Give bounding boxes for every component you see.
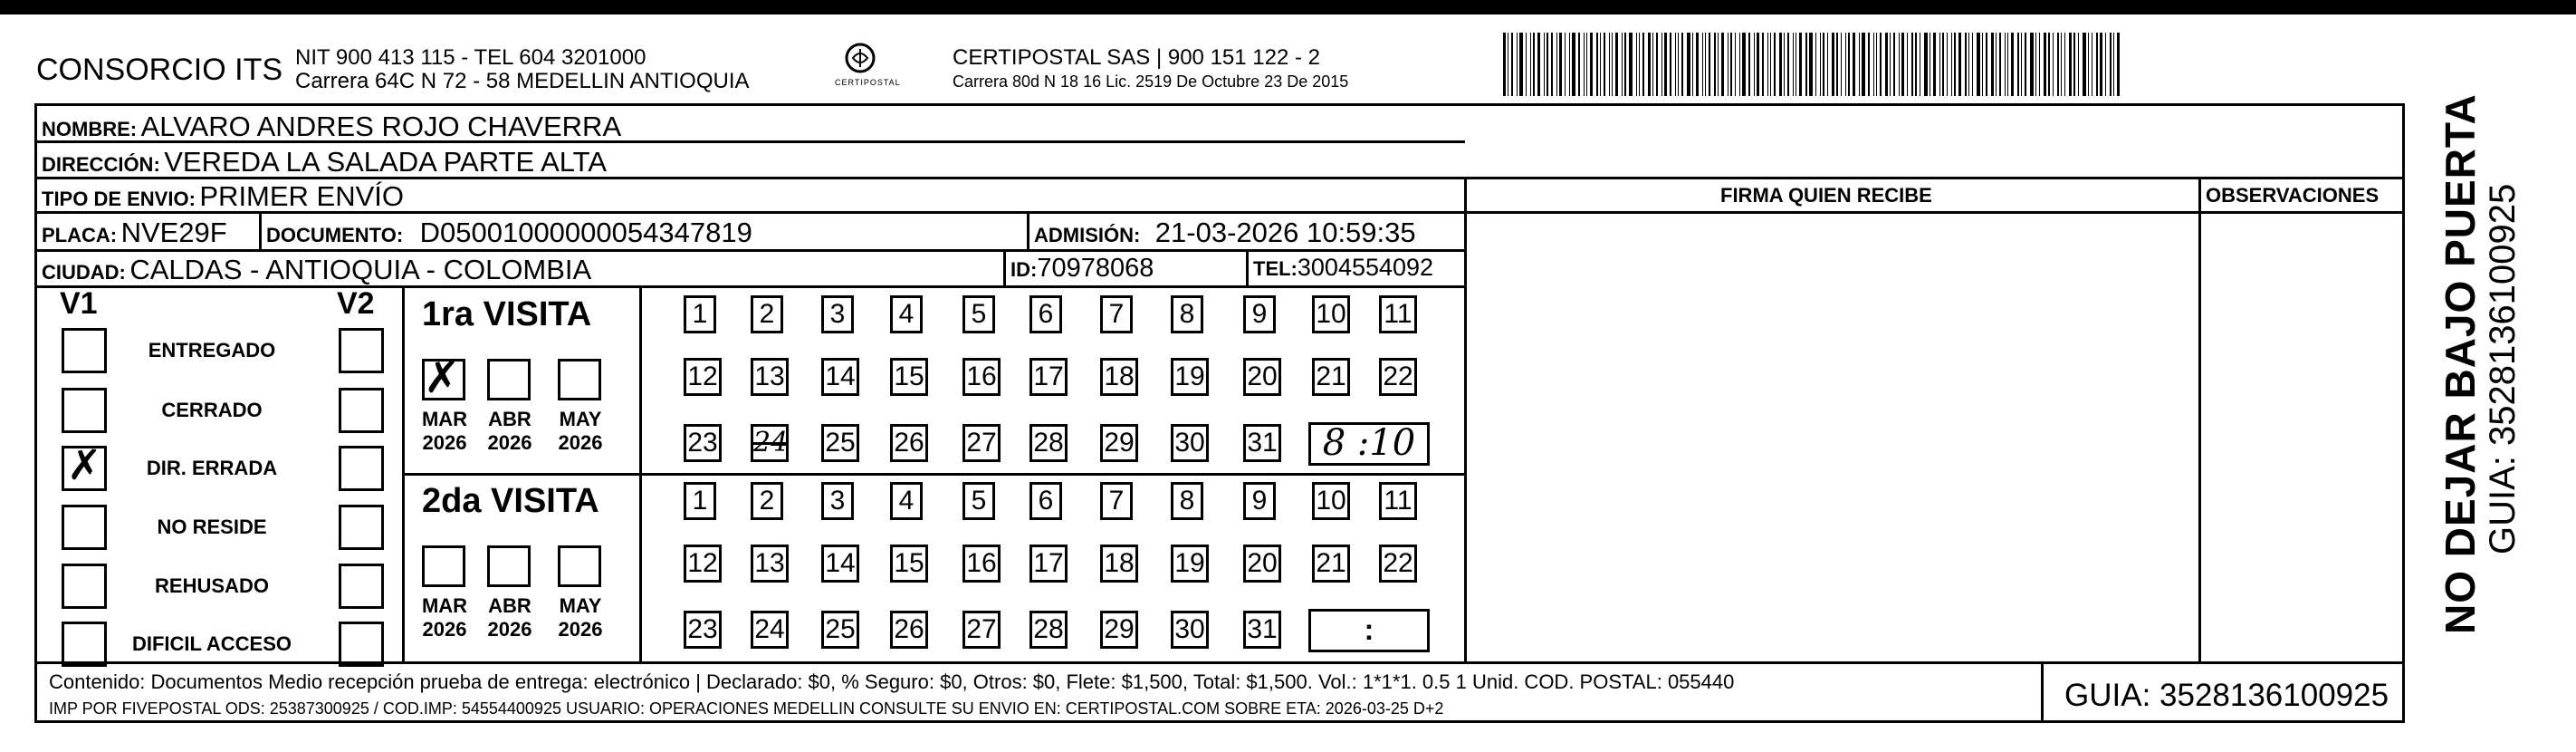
day-box-11[interactable]: 11 bbox=[1379, 482, 1417, 520]
day-box-12[interactable]: 12 bbox=[684, 358, 722, 396]
barcode-bar bbox=[1664, 33, 1667, 96]
documento bbox=[266, 217, 752, 249]
barcode-bar bbox=[1687, 33, 1690, 96]
barcode-bar bbox=[1530, 33, 1531, 96]
barcode-bar bbox=[1757, 33, 1759, 96]
barcode-bar bbox=[1526, 33, 1527, 96]
barcode-bar bbox=[1996, 33, 1997, 96]
day-box-19[interactable]: 19 bbox=[1171, 545, 1209, 583]
barcode-bar bbox=[1544, 33, 1545, 96]
barcode-bar bbox=[1709, 33, 1710, 96]
logo-text: CERTIPOSTAL bbox=[835, 78, 901, 87]
year-label: 2026 bbox=[422, 618, 467, 641]
barcode-bar bbox=[1848, 33, 1850, 96]
barcode-bar bbox=[2061, 33, 2062, 96]
barcode-bar bbox=[2030, 33, 2034, 96]
tipo-envio bbox=[42, 180, 404, 213]
day-box-20[interactable]: 20 bbox=[1243, 358, 1281, 396]
top-border bbox=[0, 0, 2576, 14]
barcode-bar bbox=[1868, 33, 1870, 96]
day-box-18[interactable]: 18 bbox=[1100, 545, 1138, 583]
day-box-19[interactable]: 19 bbox=[1171, 358, 1209, 396]
barcode-bar bbox=[1762, 33, 1764, 96]
day-box-24[interactable]: 24 bbox=[751, 424, 789, 462]
barcode-bar bbox=[1972, 33, 1973, 96]
day-box-15[interactable]: 15 bbox=[890, 545, 928, 583]
day-box-16[interactable]: 16 bbox=[962, 358, 1001, 396]
barcode-bar bbox=[2078, 33, 2079, 96]
barcode-bar bbox=[1739, 33, 1740, 96]
id-label-text: ID: bbox=[1010, 258, 1038, 281]
tel-value: 3004554092 bbox=[1297, 254, 1434, 281]
barcode-bar bbox=[2069, 33, 2072, 96]
barcode-bar bbox=[1880, 33, 1882, 96]
day-box-27[interactable]: 27 bbox=[962, 424, 1001, 462]
day-box-26[interactable]: 26 bbox=[890, 424, 928, 462]
barcode-bar bbox=[1652, 33, 1653, 96]
company-address: Carrera 64C N 72 - 58 MEDELLIN ANTIOQUIA bbox=[295, 69, 750, 93]
footer-guia: GUIA: 3528136100925 bbox=[2064, 678, 2389, 713]
year-label: 2026 bbox=[487, 431, 532, 454]
barcode-bar bbox=[1986, 33, 1987, 96]
barcode-bar bbox=[1890, 33, 1891, 96]
col-line bbox=[1027, 211, 1029, 249]
day-box-11[interactable]: 11 bbox=[1379, 295, 1417, 333]
placa bbox=[42, 217, 227, 249]
day-box-17[interactable]: 17 bbox=[1029, 358, 1068, 396]
barcode-bar bbox=[1718, 33, 1719, 96]
barcode-bar bbox=[1511, 33, 1513, 96]
month-label: ABR bbox=[488, 594, 531, 617]
barcode-bar bbox=[1696, 33, 1699, 96]
barcode-bar bbox=[1622, 33, 1623, 96]
day-box-7[interactable]: 7 bbox=[1100, 295, 1133, 333]
barcode-bar bbox=[1933, 33, 1936, 96]
col-line bbox=[1003, 249, 1006, 285]
admision-value: 21-03-2026 10:59:35 bbox=[1154, 217, 1416, 248]
company-nit-tel: NIT 900 413 115 - TEL 604 3201000 bbox=[295, 45, 646, 70]
day-box-25[interactable]: 25 bbox=[821, 424, 859, 462]
time-value-2: : bbox=[1364, 613, 1374, 646]
barcode-bar bbox=[2053, 33, 2054, 96]
barcode-bar bbox=[1533, 33, 1535, 96]
status-label-4: REHUSADO bbox=[155, 574, 269, 597]
day-box-13[interactable]: 13 bbox=[751, 545, 789, 583]
tel-label-text: TEL: bbox=[1253, 257, 1298, 280]
barcode-bar bbox=[2083, 33, 2086, 96]
documento-value: D05001000000054347819 bbox=[419, 217, 752, 248]
day-box-23[interactable]: 23 bbox=[684, 424, 722, 462]
month-label: MAR bbox=[421, 594, 468, 617]
barcode-bar bbox=[1728, 33, 1729, 96]
day-box-10[interactable]: 10 bbox=[1312, 482, 1350, 520]
barcode-bar bbox=[2088, 33, 2089, 96]
barcode-bar bbox=[1600, 33, 1601, 96]
day-box-4[interactable]: 4 bbox=[890, 295, 923, 333]
status-label-3: NO RESIDE bbox=[157, 516, 267, 538]
day-box-6[interactable]: 6 bbox=[1029, 295, 1062, 333]
year-label: 2026 bbox=[487, 618, 532, 641]
barcode-bar bbox=[1590, 33, 1593, 96]
footer-imp: IMP POR FIVEPOSTAL ODS: 25387300925 / COD.IMP: 54554400925 USUARIO: OPERACIONES MEDELLIN CONSULTE SU ENVIO EN: CERTIPOSTAL.COM SOBRE ETA: 2026-03-25 D+2 bbox=[49, 699, 1444, 718]
day-box-30[interactable]: 30 bbox=[1171, 611, 1209, 649]
nombre-value: ALVARO ANDRES ROJO CHAVERRA bbox=[140, 111, 622, 142]
barcode-bar bbox=[1742, 33, 1746, 96]
day-box-5[interactable]: 5 bbox=[962, 295, 995, 333]
courier-address: Carrera 80d N 18 16 Lic. 2519 De Octubre 23 De 2015 bbox=[953, 72, 1349, 91]
day-box-2[interactable]: 2 bbox=[751, 482, 783, 520]
barcode-bar bbox=[1899, 33, 1900, 96]
day-box-21[interactable]: 21 bbox=[1312, 545, 1350, 583]
barcode-bar bbox=[1820, 33, 1821, 96]
barcode-bar bbox=[2021, 33, 2022, 96]
barcode-bar bbox=[1642, 33, 1644, 96]
visit-title-1: 1ra VISITA bbox=[422, 295, 592, 333]
barcode-bar bbox=[1779, 33, 1782, 96]
barcode-bar bbox=[2048, 33, 2050, 96]
month-label: MAR bbox=[421, 408, 468, 430]
ciudad-label-text: CIUDAD: bbox=[42, 261, 126, 284]
barcode-bar bbox=[1841, 33, 1842, 96]
day-box-8[interactable]: 8 bbox=[1171, 295, 1203, 333]
month-checkbox-1-1[interactable] bbox=[487, 359, 531, 400]
v2-header: V2 bbox=[337, 286, 375, 321]
barcode-bar bbox=[1681, 33, 1683, 96]
barcode-bar bbox=[1977, 33, 1980, 96]
documento-label-text: DOCUMENTO: bbox=[266, 224, 404, 246]
barcode-bar bbox=[1714, 33, 1716, 96]
barcode-bar bbox=[1596, 33, 1598, 96]
day-box-24[interactable]: 24 bbox=[751, 611, 789, 649]
direccion-label bbox=[42, 146, 607, 178]
day-box-9[interactable]: 9 bbox=[1243, 295, 1276, 333]
status-label-1: CERRADO bbox=[161, 399, 263, 421]
barcode-bar bbox=[1721, 33, 1724, 96]
barcode-bar bbox=[1915, 33, 1917, 96]
barcode-bar bbox=[1859, 33, 1860, 96]
barcode-bar bbox=[1809, 33, 1813, 96]
barcode-bar bbox=[1636, 33, 1637, 96]
barcode-bar bbox=[1982, 33, 1983, 96]
barcode-bar bbox=[1730, 33, 1732, 96]
barcode-bar bbox=[1678, 33, 1679, 96]
id-field bbox=[1010, 254, 1154, 284]
day-box-21[interactable]: 21 bbox=[1312, 358, 1350, 396]
day-box-15[interactable]: 15 bbox=[890, 358, 928, 396]
status-label-0: ENTREGADO bbox=[148, 339, 276, 362]
barcode-bar bbox=[1675, 33, 1676, 96]
observaciones-header: OBSERVACIONES bbox=[2206, 184, 2380, 207]
day-box-22[interactable]: 22 bbox=[1379, 358, 1417, 396]
barcode-bar bbox=[1767, 33, 1768, 96]
day-box-16[interactable]: 16 bbox=[962, 545, 1001, 583]
barcode-bar bbox=[1815, 33, 1816, 96]
day-box-28[interactable]: 28 bbox=[1029, 424, 1068, 462]
barcode-bar bbox=[1836, 33, 1838, 96]
barcode-bar bbox=[2025, 33, 2026, 96]
barcode-bar bbox=[1787, 33, 1789, 96]
barcode-bar bbox=[2110, 33, 2112, 96]
day-box-23[interactable]: 23 bbox=[684, 611, 722, 649]
barcode-bar bbox=[1954, 33, 1956, 96]
day-box-9[interactable]: 9 bbox=[1243, 482, 1276, 520]
day-box-8[interactable]: 8 bbox=[1171, 482, 1203, 520]
barcode-bar bbox=[1876, 33, 1877, 96]
day-box-29[interactable]: 29 bbox=[1100, 424, 1138, 462]
col-line bbox=[2198, 177, 2201, 663]
day-box-2[interactable]: 2 bbox=[751, 295, 783, 333]
barcode-bar bbox=[1827, 33, 1828, 96]
barcode-bar bbox=[1517, 33, 1518, 96]
day-box-10[interactable]: 10 bbox=[1312, 295, 1350, 333]
barcode-bar bbox=[1735, 33, 1736, 96]
col-line bbox=[259, 211, 262, 249]
barcode-bar bbox=[1784, 33, 1785, 96]
tel-field bbox=[1253, 254, 1433, 282]
day-box-31[interactable]: 31 bbox=[1243, 611, 1281, 649]
day-box-6[interactable]: 6 bbox=[1029, 482, 1062, 520]
barcode-bar bbox=[2096, 33, 2098, 96]
year-label: 2026 bbox=[558, 618, 603, 641]
day-box-28[interactable]: 28 bbox=[1029, 611, 1068, 649]
barcode-bar bbox=[1586, 33, 1587, 96]
day-box-3[interactable]: 3 bbox=[821, 482, 854, 520]
day-box-20[interactable]: 20 bbox=[1243, 545, 1281, 583]
v1-header: V1 bbox=[60, 286, 98, 321]
barcode-bar bbox=[1565, 33, 1566, 96]
company-name: CONSORCIO ITS bbox=[36, 53, 283, 87]
barcode-bar bbox=[1569, 33, 1570, 96]
side-guia: GUIA: 3528136100925 bbox=[2483, 183, 2523, 554]
year-label: 2026 bbox=[422, 431, 467, 454]
day-box-12[interactable]: 12 bbox=[684, 545, 722, 583]
barcode-bar bbox=[1924, 33, 1928, 96]
status-label-2: DIR. ERRADA bbox=[146, 457, 278, 479]
courier-name: CERTIPOSTAL SAS | 900 151 122 - 2 bbox=[953, 45, 1320, 70]
row-line bbox=[34, 249, 1465, 252]
barcode-bar bbox=[1656, 33, 1658, 96]
barcode-bar bbox=[1629, 33, 1633, 96]
month-check-mark: ✗ bbox=[424, 352, 461, 403]
barcode-bar bbox=[1853, 33, 1855, 96]
barcode-bar bbox=[2100, 33, 2102, 96]
barcode-bar bbox=[1670, 33, 1671, 96]
day-box-13[interactable]: 13 bbox=[751, 358, 789, 396]
barcode-bar bbox=[1648, 33, 1651, 96]
barcode-bar bbox=[1705, 33, 1706, 96]
day-box-1[interactable]: 1 bbox=[684, 295, 716, 333]
barcode-bar bbox=[1584, 33, 1585, 96]
barcode-bar bbox=[1893, 33, 1895, 96]
barcode-bar bbox=[1793, 33, 1794, 96]
row-line bbox=[402, 473, 1466, 476]
barcode-bar bbox=[1823, 33, 1824, 96]
col-line bbox=[1464, 177, 1467, 663]
day-box-26[interactable]: 26 bbox=[890, 611, 928, 649]
barcode-bar bbox=[1519, 33, 1523, 96]
day-box-30[interactable]: 30 bbox=[1171, 424, 1209, 462]
admision bbox=[1034, 217, 1416, 249]
placa-label-text: PLACA: bbox=[42, 224, 118, 246]
col-line bbox=[1246, 249, 1249, 285]
day-box-14[interactable]: 14 bbox=[821, 358, 859, 396]
firma-header: FIRMA QUIEN RECIBE bbox=[1720, 184, 1932, 207]
id-value: 70978068 bbox=[1037, 254, 1154, 283]
barcode-bar bbox=[1845, 33, 1846, 96]
barcode-bar bbox=[1805, 33, 1807, 96]
barcode-bar bbox=[2105, 33, 2106, 96]
month-checkbox-1-2[interactable] bbox=[558, 359, 601, 400]
barcode-bar bbox=[1873, 33, 1874, 96]
month-label: ABR bbox=[488, 408, 531, 430]
status-label-5: DIFICIL ACCESO bbox=[131, 632, 292, 655]
barcode-bar bbox=[1942, 33, 1944, 96]
barcode-bar bbox=[1556, 33, 1557, 96]
barcode-bar bbox=[1639, 33, 1640, 96]
barcode-bar bbox=[1947, 33, 1948, 96]
visit-title-2: 2da VISITA bbox=[422, 482, 599, 520]
day-box-4[interactable]: 4 bbox=[890, 482, 923, 520]
barcode-bar bbox=[1907, 33, 1908, 96]
barcode-bar bbox=[1862, 33, 1865, 96]
day-box-3[interactable]: 3 bbox=[821, 295, 854, 333]
row-line bbox=[34, 661, 2405, 664]
day-box-5[interactable]: 5 bbox=[962, 482, 995, 520]
barcode-bar bbox=[2011, 33, 2014, 96]
barcode-bar bbox=[1991, 33, 1994, 96]
barcode-bar bbox=[1939, 33, 1940, 96]
barcode-bar bbox=[1702, 33, 1703, 96]
barcode-bar bbox=[1832, 33, 1834, 96]
barcode-bar bbox=[1609, 33, 1610, 96]
barcode-bar bbox=[1624, 33, 1626, 96]
barcode-bar bbox=[1661, 33, 1662, 96]
day-box-17[interactable]: 17 bbox=[1029, 545, 1068, 583]
barcode-bar bbox=[1692, 33, 1693, 96]
barcode-bar bbox=[1537, 33, 1540, 96]
month-checkbox-2-0[interactable] bbox=[422, 545, 465, 587]
barcode-bar bbox=[1799, 33, 1802, 96]
barcode-bar bbox=[1578, 33, 1580, 96]
barcode-bar bbox=[1547, 33, 1548, 96]
barcode-bar bbox=[2064, 33, 2065, 96]
admision-label-text: ADMISIÓN: bbox=[1034, 224, 1141, 246]
barcode-bar bbox=[1754, 33, 1755, 96]
barcode-bar bbox=[2035, 33, 2036, 96]
barcode-bar bbox=[2117, 33, 2120, 96]
barcode-bar bbox=[1999, 33, 2001, 96]
barcode-bar bbox=[2039, 33, 2040, 96]
v1-check-mark: ✗ bbox=[67, 440, 102, 489]
month-checkbox-2-2[interactable] bbox=[558, 545, 601, 587]
barcode-bar bbox=[1901, 33, 1904, 96]
day-box-1[interactable]: 1 bbox=[684, 482, 716, 520]
barcode-bar bbox=[1572, 33, 1575, 96]
tipo-value: PRIMER ENVÍO bbox=[199, 180, 405, 212]
barcode-bar bbox=[1503, 33, 1506, 96]
barcode-bar bbox=[2017, 33, 2019, 96]
month-label: MAY bbox=[559, 594, 602, 617]
day-box-29[interactable]: 29 bbox=[1100, 611, 1138, 649]
tipo-label-text: TIPO DE ENVIO: bbox=[42, 188, 196, 210]
time-value-1: 8 :10 bbox=[1322, 422, 1416, 464]
barcode-bar bbox=[1968, 33, 1969, 96]
barcode-bar bbox=[1770, 33, 1771, 96]
day-box-27[interactable]: 27 bbox=[962, 611, 1001, 649]
barcode-bar bbox=[1615, 33, 1618, 96]
barcode-bar bbox=[2057, 33, 2059, 96]
day-box-7[interactable]: 7 bbox=[1100, 482, 1133, 520]
barcode-bar bbox=[1612, 33, 1613, 96]
barcode-bar bbox=[1559, 33, 1562, 96]
barcode-bar bbox=[1748, 33, 1750, 96]
barcode-bar bbox=[1885, 33, 1888, 96]
year-label: 2026 bbox=[558, 431, 603, 454]
ciudad-value: CALDAS - ANTIOQUIA - COLOMBIA bbox=[129, 254, 592, 285]
placa-value: NVE29F bbox=[120, 217, 227, 248]
footer-contenido: Contenido: Documentos Medio recepción prueba de entrega: electrónico | Declarado: $0, % Seguro: $0, Otros: $0, Flete: $1,500, Total: $1,500. Vol.: 1*1*1. 0.5 1 Unid. COD. POSTAL: 055440 bbox=[49, 670, 1735, 693]
barcode-bar bbox=[2005, 33, 2006, 96]
day-box-14[interactable]: 14 bbox=[821, 545, 859, 583]
nombre-label bbox=[42, 111, 621, 143]
barcode-bar bbox=[1911, 33, 1913, 96]
barcode-bar bbox=[1965, 33, 1967, 96]
barcode-bar bbox=[1551, 33, 1553, 96]
barcode-bar bbox=[2044, 33, 2046, 96]
barcode bbox=[1503, 33, 2227, 96]
col-line bbox=[2041, 661, 2044, 723]
barcode-bar bbox=[2007, 33, 2008, 96]
barcode-bar bbox=[2113, 33, 2114, 96]
day-box-18[interactable]: 18 bbox=[1100, 358, 1138, 396]
month-checkbox-2-1[interactable] bbox=[487, 545, 531, 587]
month-label: MAY bbox=[559, 408, 602, 430]
barcode-bar bbox=[1774, 33, 1776, 96]
barcode-bar bbox=[1951, 33, 1952, 96]
day-box-22[interactable]: 22 bbox=[1379, 545, 1417, 583]
day-box-31[interactable]: 31 bbox=[1243, 424, 1281, 462]
direccion-label-text: DIRECCIÓN: bbox=[42, 153, 160, 176]
side-warning: NO DEJAR BAJO PUERTA bbox=[2437, 93, 2484, 634]
barcode-bar bbox=[1958, 33, 1961, 96]
direccion-value: VEREDA LA SALADA PARTE ALTA bbox=[164, 146, 607, 178]
nombre-label-text: NOMBRE: bbox=[42, 118, 138, 140]
ciudad bbox=[42, 254, 591, 286]
barcode-bar bbox=[2073, 33, 2075, 96]
day-box-25[interactable]: 25 bbox=[821, 611, 859, 649]
barcode-bar bbox=[1604, 33, 1605, 96]
